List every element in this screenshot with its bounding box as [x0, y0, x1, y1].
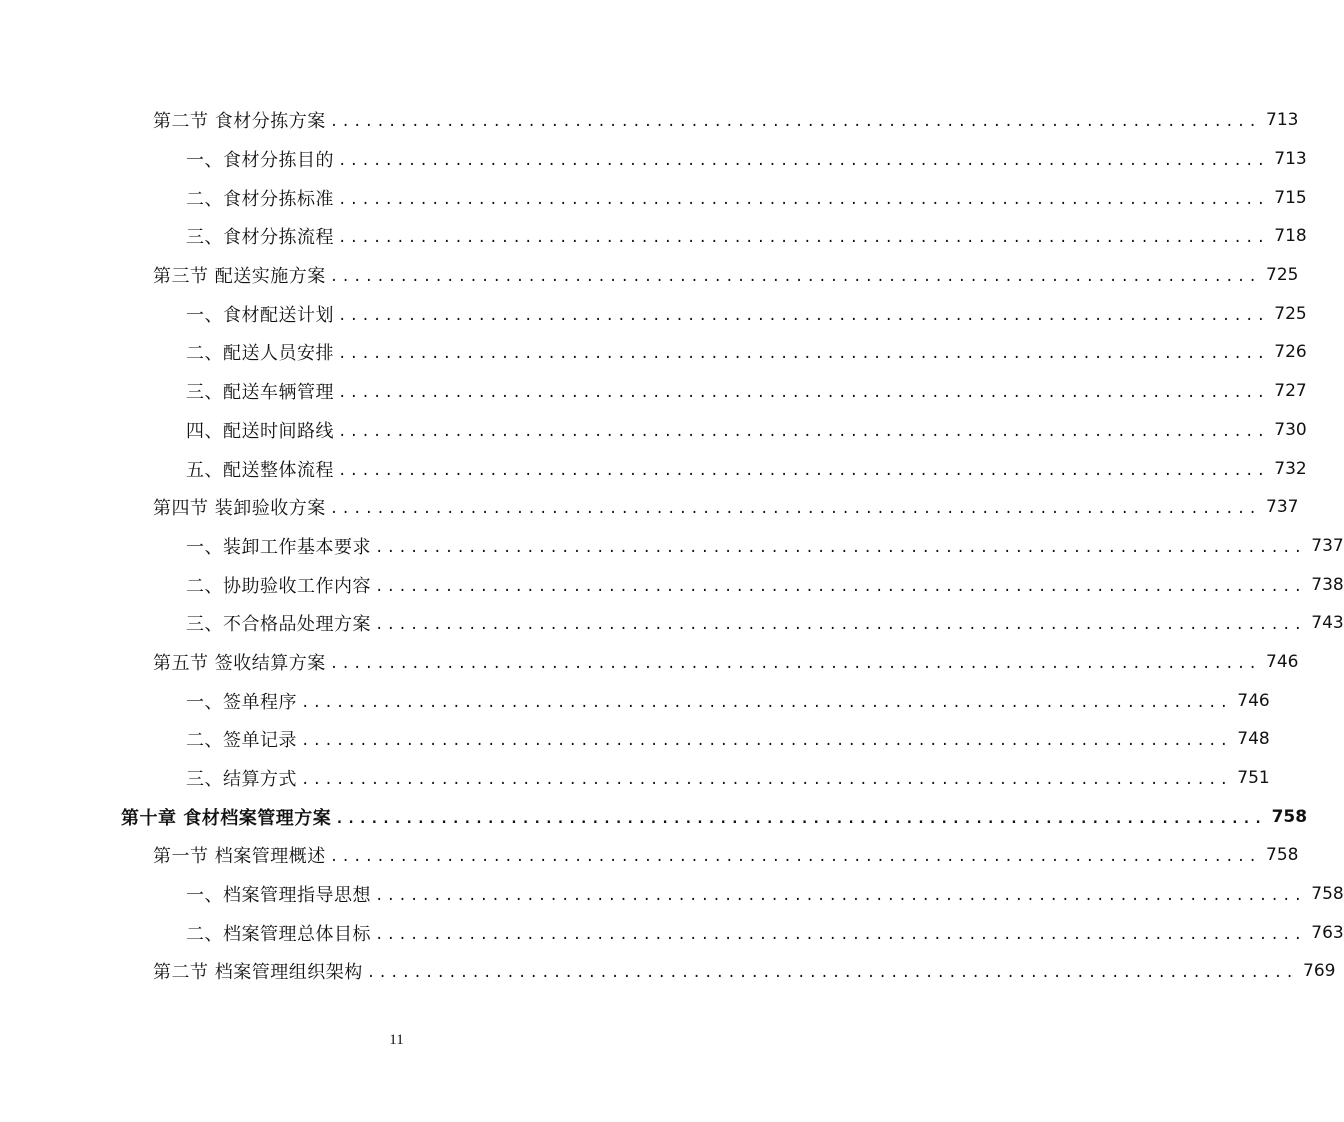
toc-entry-title: 二、配送人员安排 [186, 343, 334, 365]
toc-entry-title: 一、食材分拣目的 [186, 150, 334, 172]
toc-leader-dots: ................................................................................ [375, 539, 1306, 556]
toc-leader-dots: ................................................................................ [329, 114, 1261, 131]
toc-entry-title: 第二节 档案管理组织架构 [153, 962, 363, 984]
toc-entry-title: 第十章 食材档案管理方案 [121, 807, 332, 829]
toc-leader-dots: ................................................................................ [338, 423, 1269, 440]
toc-entry[interactable] [0, 565, 1344, 604]
toc-leader-dots: ................................................................................ [375, 926, 1306, 943]
toc-entry-title: 三、结算方式 [186, 769, 297, 791]
toc-entry-page: 751 [1237, 768, 1270, 789]
toc-leader-dots: ................................................................................ [338, 230, 1269, 247]
toc-entry[interactable] [0, 217, 1307, 256]
toc-leader-dots: ................................................................................ [329, 655, 1261, 672]
toc-leader-dots: ................................................................................ [301, 772, 1232, 789]
toc-leader-dots: ................................................................................ [338, 307, 1269, 324]
toc-entry-page: 758 [1271, 806, 1308, 827]
toc-entry-page: 737 [1266, 497, 1299, 518]
toc-entry-title: 第五节 签收结算方案 [153, 652, 326, 674]
toc-entry-page: 730 [1274, 419, 1307, 440]
toc-leader-dots: ................................................................................ [375, 617, 1306, 634]
toc-entry-page: 713 [1266, 110, 1299, 131]
toc-entry[interactable] [0, 643, 1299, 682]
toc-entry-title: 第二节 食材分拣方案 [153, 111, 326, 133]
toc-entry[interactable] [0, 488, 1299, 527]
toc-entry-page: 758 [1266, 845, 1299, 866]
toc-entry-page: 725 [1274, 303, 1307, 324]
toc-entry-title: 四、配送时间路线 [186, 420, 334, 442]
toc-entry-title: 三、不合格品处理方案 [186, 614, 371, 636]
toc-entry[interactable] [0, 333, 1307, 372]
toc-entry[interactable] [0, 720, 1270, 759]
toc-entry-title: 五、配送整体流程 [186, 459, 334, 481]
toc-entry-title: 一、食材配送计划 [186, 304, 334, 326]
toc-leader-dots: ................................................................................ [375, 888, 1306, 905]
toc-entry[interactable] [0, 140, 1307, 179]
toc-entry-page: 713 [1274, 149, 1307, 170]
toc-entry[interactable] [0, 759, 1270, 798]
table-of-contents [0, 101, 1344, 991]
toc-entry[interactable] [0, 411, 1307, 450]
toc-entry-page: 769 [1303, 961, 1336, 982]
toc-entry-title: 第四节 装卸验收方案 [153, 498, 326, 520]
toc-leader-dots: ................................................................................ [375, 578, 1306, 595]
toc-entry[interactable] [0, 449, 1307, 488]
toc-entry-page: 718 [1274, 226, 1307, 247]
toc-leader-dots: ................................................................................ [338, 385, 1269, 402]
toc-entry[interactable] [0, 178, 1307, 217]
toc-entry-title: 一、签单程序 [186, 691, 297, 713]
toc-entry-page: 738 [1311, 574, 1344, 595]
toc-entry[interactable] [0, 681, 1270, 720]
toc-leader-dots: ................................................................................ [338, 462, 1269, 479]
toc-entry-title: 一、档案管理指导思想 [186, 885, 371, 907]
toc-entry[interactable] [0, 372, 1307, 411]
toc-entry-title: 三、配送车辆管理 [186, 382, 334, 404]
toc-entry-page: 746 [1237, 690, 1270, 711]
toc-entry-page: 743 [1311, 613, 1344, 634]
toc-entry[interactable] [0, 913, 1344, 952]
toc-entry-page: 746 [1266, 651, 1299, 672]
toc-entry[interactable] [0, 527, 1344, 566]
toc-entry-title: 一、装卸工作基本要求 [186, 536, 371, 558]
toc-entry[interactable] [0, 101, 1299, 140]
toc-entry-page: 737 [1311, 535, 1344, 556]
toc-entry[interactable] [0, 875, 1344, 914]
toc-leader-dots: ................................................................................ [329, 269, 1261, 286]
toc-entry-title: 二、档案管理总体目标 [186, 923, 371, 945]
page-number: 11 [389, 1032, 404, 1048]
toc-entry-title: 第一节 档案管理概述 [153, 846, 326, 868]
toc-leader-dots: ................................................................................ [301, 733, 1232, 750]
toc-entry-page: 715 [1274, 187, 1307, 208]
toc-entry[interactable] [0, 256, 1299, 295]
toc-entry[interactable] [0, 797, 1308, 836]
toc-entry[interactable] [0, 294, 1307, 333]
toc-leader-dots: ................................................................................ [366, 965, 1298, 982]
toc-entry-title: 二、食材分拣标准 [186, 188, 334, 210]
toc-entry-title: 第三节 配送实施方案 [153, 266, 326, 288]
toc-entry[interactable] [0, 952, 1336, 991]
toc-entry[interactable] [0, 604, 1344, 643]
toc-leader-dots: ................................................................................ [329, 849, 1261, 866]
toc-entry-page: 727 [1274, 381, 1307, 402]
toc-leader-dots: ................................................................................ [338, 191, 1269, 208]
toc-leader-dots: ................................................................................ [338, 346, 1269, 363]
toc-entry-page: 725 [1266, 265, 1299, 286]
toc-entry-page: 763 [1311, 922, 1344, 943]
toc-entry-page: 726 [1274, 342, 1307, 363]
toc-leader-dots: ................................................................................ [301, 694, 1232, 711]
toc-entry-title: 三、食材分拣流程 [186, 227, 334, 249]
toc-entry-page: 732 [1274, 458, 1307, 479]
toc-entry[interactable] [0, 836, 1299, 875]
toc-entry-page: 758 [1311, 884, 1344, 905]
toc-leader-dots: ................................................................................ [329, 501, 1261, 518]
toc-entry-page: 748 [1237, 729, 1270, 750]
toc-leader-dots: ................................................................................ [338, 153, 1269, 170]
toc-leader-dots: ................................................................................ [335, 810, 1266, 827]
toc-entry-title: 二、协助验收工作内容 [186, 575, 371, 597]
toc-entry-title: 二、签单记录 [186, 730, 297, 752]
